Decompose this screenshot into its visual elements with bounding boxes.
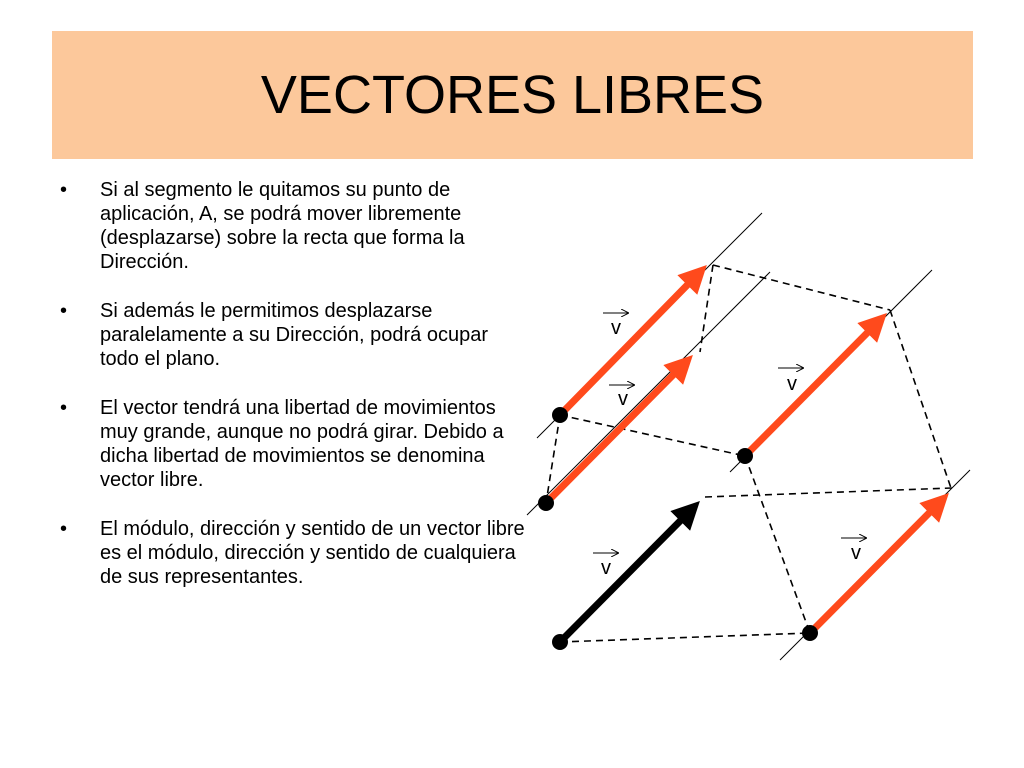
slide-title: VECTORES LIBRES (260, 65, 765, 125)
direction-lines (527, 213, 970, 660)
bullet-text: Si al segmento le quitamos su punto de aplicación, A, se podrá mover libremente (desplazarse) sobre la recta que forma la Dirección. (100, 179, 465, 273)
bullet-text: Si además le permitimos desplazarse paralelamente a su Dirección, podrá ocupar todo el plano. (100, 300, 488, 370)
vector-label: v (851, 542, 861, 564)
bullet-marker: • (60, 397, 68, 419)
vector-label-group (603, 313, 628, 339)
dashed-line (560, 415, 745, 456)
application-points (538, 407, 818, 650)
point-dot (802, 625, 818, 641)
point-dot (552, 634, 568, 650)
dashed-line (713, 265, 890, 310)
vector-label-group (593, 553, 618, 579)
direction-line (527, 272, 770, 515)
bullet-text: El módulo, dirección y sentido de un vector libre es el módulo, dirección y sentido de cualquiera de sus representantes. (100, 518, 525, 588)
black-vector (560, 508, 693, 642)
vector-label: v (787, 373, 797, 395)
dashed-line (560, 633, 810, 642)
black-vector-group (560, 508, 693, 642)
vector-label-group (841, 538, 866, 564)
vector-label-group (778, 368, 803, 395)
red-vector (810, 500, 942, 633)
bullet-marker: • (60, 300, 68, 322)
vector-label-group (609, 385, 634, 410)
point-dot (737, 448, 753, 464)
vector-labels (593, 313, 866, 579)
red-vector (745, 320, 880, 456)
point-dot (538, 495, 554, 511)
vector-label: v (618, 388, 628, 410)
vector-label: v (611, 317, 621, 339)
bullet-marker: • (60, 179, 68, 201)
point-dot (552, 407, 568, 423)
bullet-text: El vector tendrá una libertad de movimientos muy grande, aunque no podrá girar. Debido a dicha libertad de movimientos se denomina vector libre. (100, 397, 504, 491)
red-vector (560, 272, 700, 415)
dashed-line (745, 456, 810, 633)
dashed-line (890, 310, 952, 491)
dashed-line (700, 265, 713, 352)
red-vector (546, 362, 686, 503)
bullet-marker: • (60, 518, 68, 540)
vector-label: v (601, 557, 611, 579)
dashed-line (705, 488, 952, 497)
